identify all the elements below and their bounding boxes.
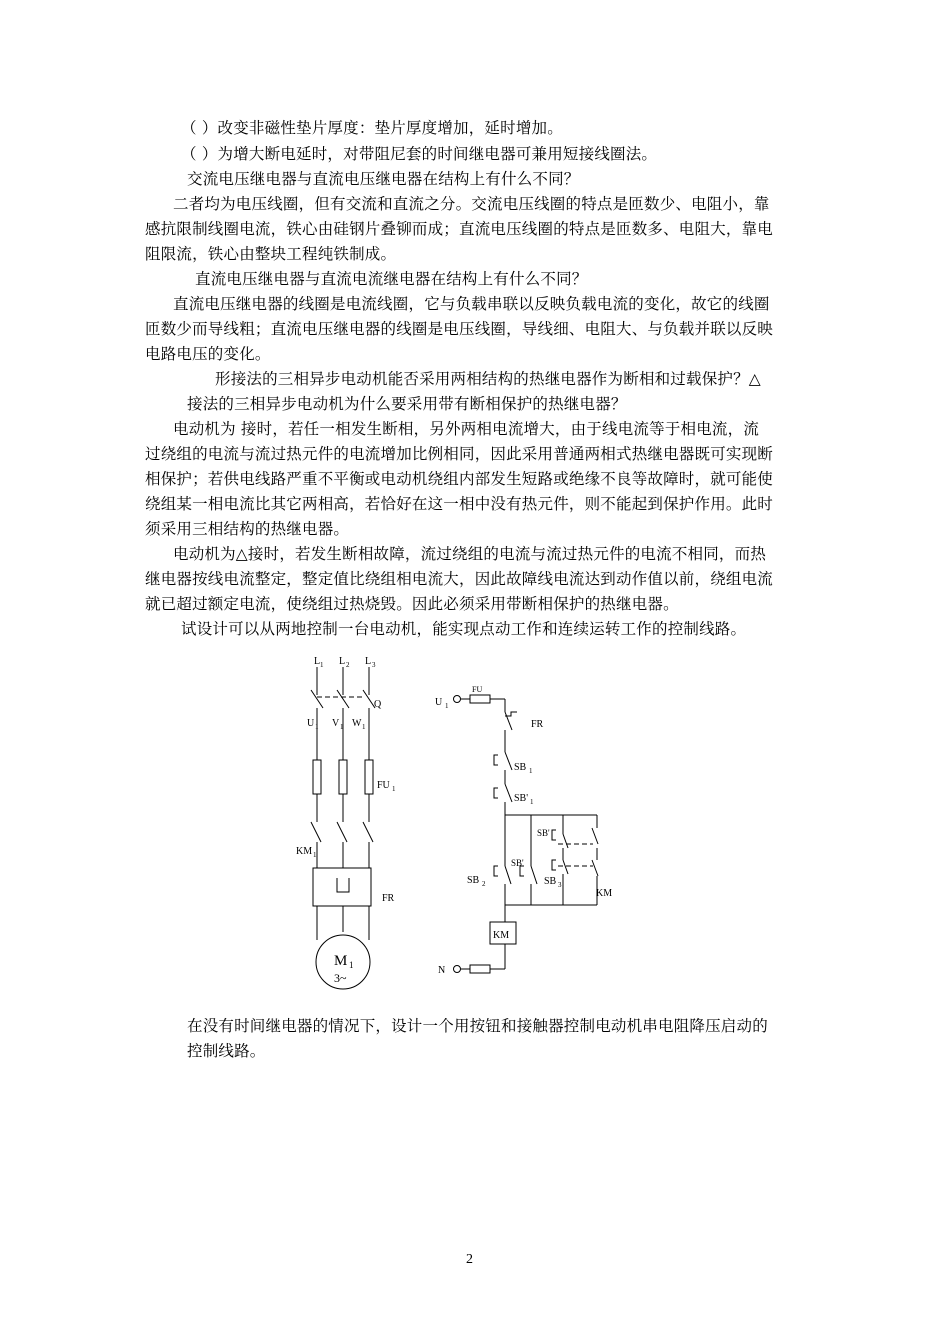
answer-line: 感抗限制线圈电流，铁心由硅钢片叠铆而成；直流电压线圈的特点是匝数多、电阻大，靠电 — [145, 220, 774, 238]
answer-line: 匝数少而导线粗；直流电压继电器的线圈是电压线圈，导线细、电阻大、与负载并联以反映 — [145, 320, 774, 338]
svg-text:2: 2 — [482, 880, 486, 888]
motor-phase: 3~ — [334, 971, 347, 985]
label-KM1: KM — [296, 846, 313, 857]
answer-line: 绕组某一相电流比其它两相高，若恰好在这一相中没有热元件，则不能起到保护作用。此时 — [145, 495, 774, 513]
label-SB3: SB — [544, 876, 557, 887]
answer-line: 阻限流，铁心由整块工程纯铁制成。 — [145, 245, 397, 263]
text-line-1: （ ）改变非磁性垫片厚度：垫片厚度增加，延时增加。 — [181, 119, 563, 137]
label-W1: W — [352, 718, 362, 729]
answer-line: 须采用三相结构的热继电器。 — [145, 520, 350, 538]
label-U1-control: U — [435, 697, 443, 708]
answer-line: 直流电压继电器的线圈是电流线圈，它与负载串联以反映负载电流的变化，故它的线圈 — [173, 295, 770, 313]
label-L2: L — [339, 656, 346, 667]
answer-line: 继电器按线电流整定，整定值比绕组相电流大，因此故障线电流达到动作值以前，绕组电流 — [145, 570, 774, 588]
svg-text:1: 1 — [445, 702, 449, 710]
answer-line: 过绕组的电流与流过热元件的电流增加比例相同，因此采用普通两相式热继电器既可实现断 — [145, 445, 774, 463]
label-SB2: SB — [467, 875, 480, 886]
label-V1: V — [332, 718, 340, 729]
answer-line: 就已超过额定电流，使绕组过热烧毁。因此必须采用带断相保护的热继电器。 — [145, 595, 679, 613]
svg-text:1: 1 — [313, 851, 317, 859]
svg-text:1: 1 — [529, 767, 533, 775]
svg-text:2: 2 — [346, 661, 350, 669]
label-FR-control: FR — [531, 719, 544, 730]
answer-line: 电动机为 接时，若任一相发生断相，另外两相电流增大，由于线电流等于相电流，流 — [173, 420, 760, 438]
label-U1: U — [307, 718, 315, 729]
label-KM-coil: KM — [493, 930, 510, 941]
label-SBp2: SB' — [511, 858, 524, 868]
answer-line: 电路电压的变化。 — [145, 345, 271, 363]
label-SBp1: SB' — [514, 793, 529, 804]
svg-text:1: 1 — [392, 785, 396, 793]
text-line-2: （ ）为增大断电延时，对带阻尼套的时间继电器可兼用短接线圈法。 — [181, 145, 658, 163]
svg-text:1: 1 — [340, 723, 344, 731]
answer-line: 电动机为△接时，若发生断相故障，流过绕组的电流与流过热元件的电流不相同，而热 — [173, 545, 767, 563]
question-heading: 在没有时间继电器的情况下，设计一个用按钮和接触器控制电动机串电阻降压启动的 — [187, 1017, 768, 1035]
svg-text:1: 1 — [315, 723, 319, 731]
question-heading: 形接法的三相异步电动机能否采用两相结构的热继电器作为断相和过载保护？△ — [215, 370, 761, 388]
main-circuit — [311, 667, 375, 989]
question-heading: 直流电压继电器与直流电流继电器在结构上有什么不同？ — [195, 270, 588, 288]
label-SB1: SB — [514, 762, 527, 773]
control-circuit — [454, 695, 599, 973]
svg-text:3: 3 — [558, 881, 562, 889]
svg-text:1: 1 — [349, 960, 354, 970]
label-N: N — [438, 965, 446, 976]
label-FU1: FU — [377, 780, 390, 791]
svg-text:1: 1 — [362, 723, 366, 731]
answer-line: 相保护；若供电线路严重不平衡或电动机绕组内部发生短路或绝缘不良等故障时，就可能使 — [145, 470, 774, 488]
page-number: 2 — [466, 1252, 473, 1267]
label-FR: FR — [382, 893, 395, 904]
motor-label: M — [334, 953, 348, 969]
question-heading: 接法的三相异步电动机为什么要采用带有断相保护的热继电器？ — [187, 395, 627, 413]
answer-line: 二者均为电压线圈，但有交流和直流之分。交流电压线圈的特点是匝数少、电阻小，靠 — [173, 195, 770, 213]
label-L3: L — [365, 656, 372, 667]
question-heading: 控制线路。 — [187, 1042, 266, 1060]
question-heading: 试设计可以从两地控制一台电动机，能实现点动工作和连续运转工作的控制线路。 — [181, 620, 747, 638]
label-SBp3: SB' — [537, 828, 550, 838]
svg-text:1: 1 — [320, 661, 324, 669]
label-L1: L — [314, 656, 321, 667]
svg-text:3: 3 — [372, 661, 376, 669]
label-KM-contact: KM — [596, 888, 613, 899]
label-FU-control: FU — [472, 685, 483, 694]
svg-text:1: 1 — [530, 798, 534, 806]
label-Q: Q — [374, 699, 382, 710]
question-heading: 交流电压继电器与直流电压继电器在结构上有什么不同？ — [187, 170, 580, 188]
